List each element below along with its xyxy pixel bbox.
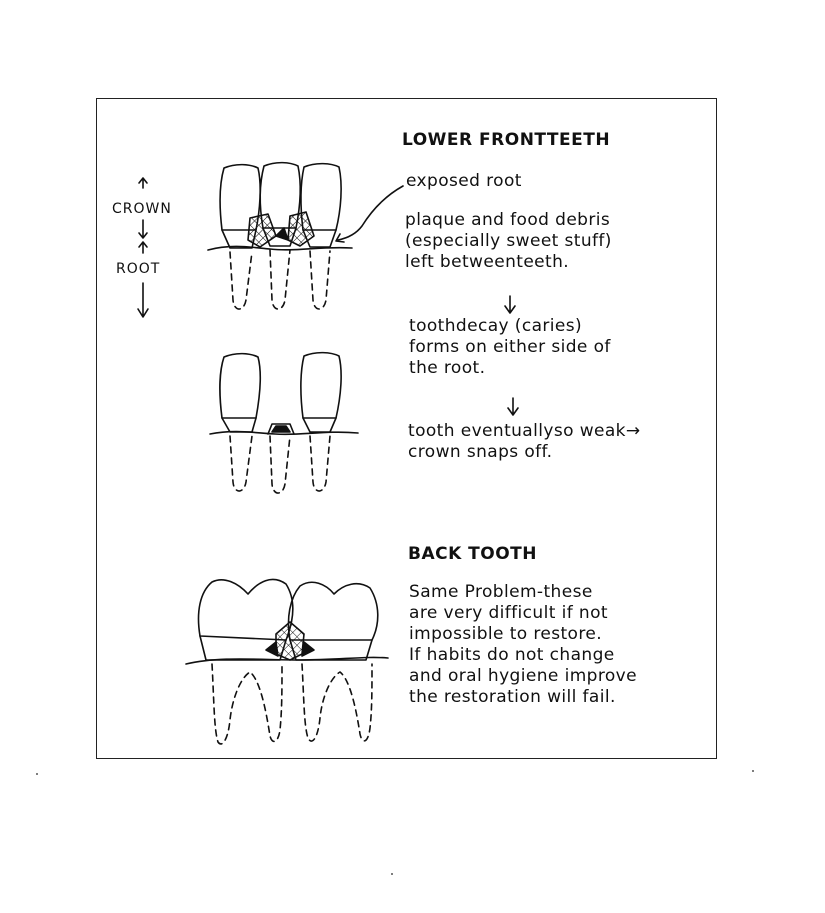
note-decay-line2: forms on either side of <box>409 337 611 357</box>
back-teeth-plaque <box>186 579 388 743</box>
front-teeth-heading: LOWER FRONTTEETH <box>402 130 611 150</box>
plaque-left <box>248 214 276 247</box>
root-label: ROOT <box>116 261 161 277</box>
note-exposed-root: exposed root <box>406 171 522 191</box>
down-arrow-2 <box>508 398 518 415</box>
front-teeth-plaque <box>208 163 352 309</box>
scan-speck <box>36 773 38 775</box>
back-note-line3: impossible to restore. <box>409 624 603 644</box>
note-snap-line1: tooth eventuallyso weak→ <box>408 421 641 441</box>
back-tooth-heading: BACK TOOTH <box>408 544 538 564</box>
plaque-right <box>288 212 314 246</box>
note-snap-line2: crown snaps off. <box>408 442 553 462</box>
back-note-line2: are very difficult if not <box>409 603 608 623</box>
back-note-line6: the restoration will fail. <box>409 687 616 707</box>
back-note-line4: If habits do not change <box>409 645 615 665</box>
note-plaque-line1: plaque and food debris <box>405 210 611 230</box>
note-decay-line1: toothdecay (caries) <box>409 316 583 336</box>
scan-speck <box>752 770 754 772</box>
front-teeth-snapped <box>210 353 358 493</box>
scan-speck <box>391 873 393 875</box>
back-note-line1: Same Problem-these <box>409 582 593 602</box>
note-plaque-line3: left betweenteeth. <box>405 252 570 272</box>
down-arrow-1 <box>505 296 515 313</box>
plaque-back <box>276 622 304 660</box>
crown-root-scale <box>138 178 148 317</box>
note-decay-line3: the root. <box>409 358 486 378</box>
crown-label: CROWN <box>112 201 172 217</box>
note-plaque-line2: (especially sweet stuff) <box>405 231 612 251</box>
back-note-line5: and oral hygiene improve <box>409 666 637 686</box>
exposed-root-leader <box>338 186 403 240</box>
